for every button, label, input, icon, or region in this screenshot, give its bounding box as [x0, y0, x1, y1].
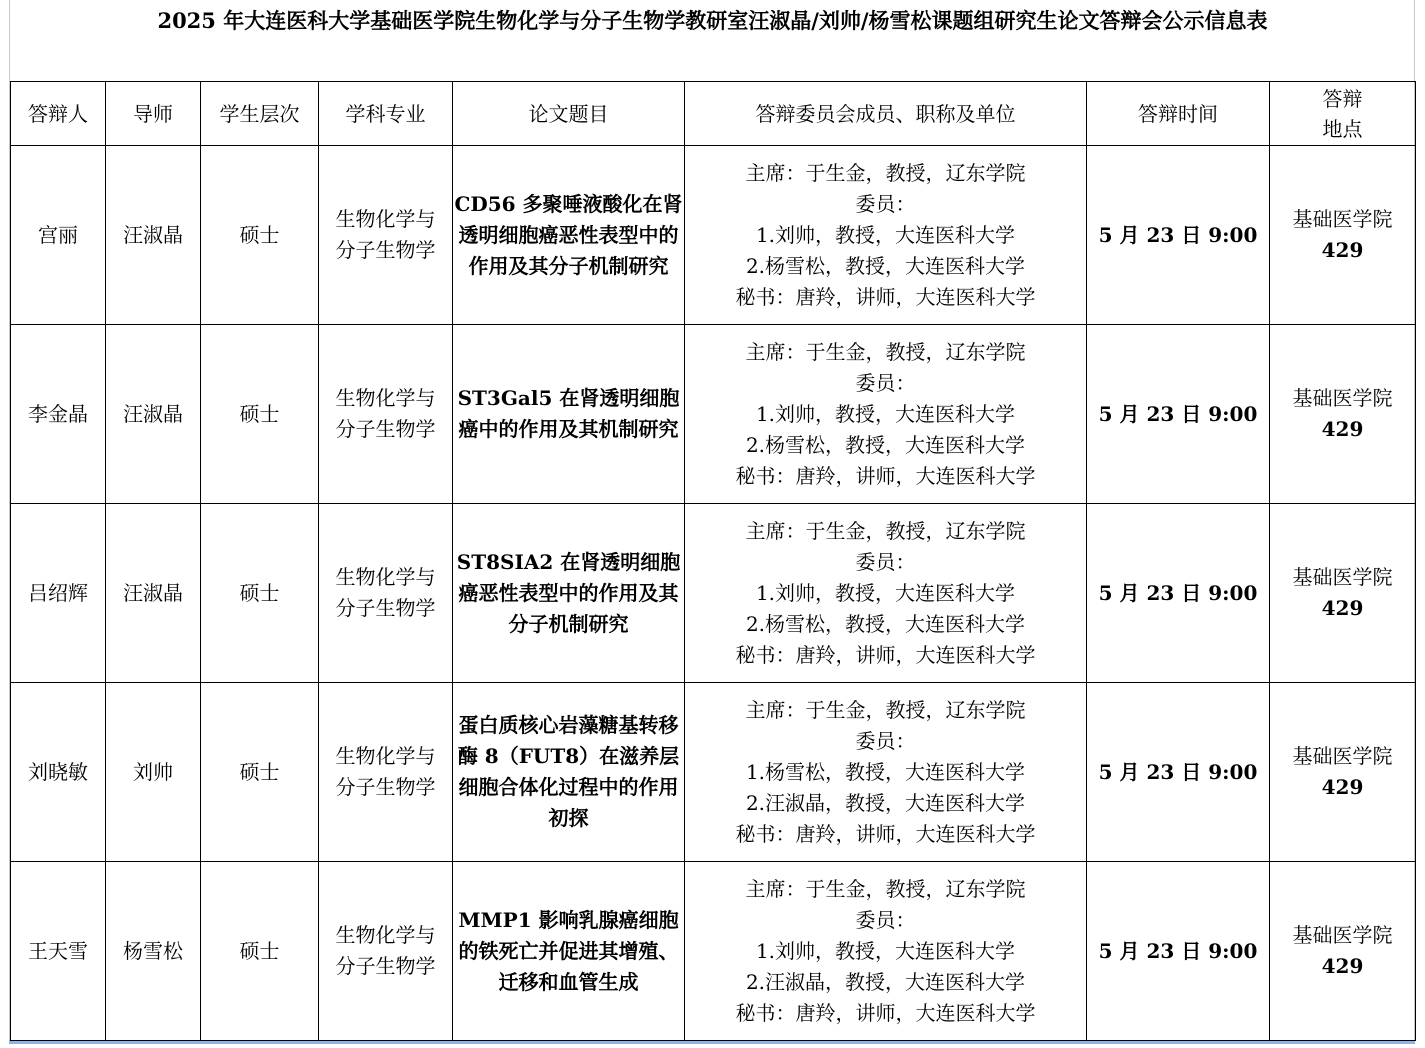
major-cell: 生物化学与分子生物学: [319, 862, 453, 1041]
place-cell: [1270, 504, 1416, 683]
table-row: [11, 683, 1416, 862]
committee-chair: 主席：于生金，教授，辽东学院: [745, 339, 1026, 364]
header-level: 学生层次: [201, 82, 319, 146]
committee-chair: 主席：于生金，教授，辽东学院: [745, 697, 1026, 722]
place-cell: [1270, 683, 1416, 862]
committee-member-1: 1.刘帅，教授，大连医科大学: [755, 938, 1016, 963]
student-cell: 宫丽: [11, 146, 106, 325]
defense-info-table: [10, 81, 1416, 1041]
time-cell: 5 月 23 日 9:00: [1087, 504, 1270, 683]
place-room: 429: [1321, 954, 1364, 978]
time-cell: 5 月 23 日 9:00: [1087, 683, 1270, 862]
committee-chair: 主席：于生金，教授，辽东学院: [745, 518, 1026, 543]
time-cell: 5 月 23 日 9:00: [1087, 325, 1270, 504]
committee-members-label: 委员：: [855, 907, 916, 932]
student-cell: 吕绍辉: [11, 504, 106, 683]
header-topic: 论文题目: [453, 82, 685, 146]
place-room: 429: [1321, 238, 1364, 262]
committee-cell: [685, 146, 1087, 325]
header-row: [11, 82, 1416, 146]
major-cell: 生物化学与分子生物学: [319, 504, 453, 683]
topic-cell: ST3Gal5 在肾透明细胞癌中的作用及其机制研究: [453, 325, 685, 504]
committee-chair: 主席：于生金，教授，辽东学院: [745, 876, 1026, 901]
topic-cell: CD56 多聚唾液酸化在肾透明细胞癌恶性表型中的作用及其分子机制研究: [453, 146, 685, 325]
header-place-line1: 答辩: [1322, 86, 1363, 111]
place-room: 429: [1321, 417, 1364, 441]
committee-secretary: 秘书：唐羚，讲师，大连医科大学: [735, 284, 1036, 309]
place-building: 基础医学院: [1292, 565, 1393, 589]
topic-cell: ST8SIA2 在肾透明细胞癌恶性表型中的作用及其分子机制研究: [453, 504, 685, 683]
committee-members-label: 委员：: [855, 370, 916, 395]
committee-member-1: 1.杨雪松，教授，大连医科大学: [745, 759, 1026, 784]
topic-cell: 蛋白质核心岩藻糖基转移酶 8（FUT8）在滋养层细胞合体化过程中的作用初探: [453, 683, 685, 862]
committee-member-1: 1.刘帅，教授，大连医科大学: [755, 580, 1016, 605]
level-cell: 硕士: [201, 862, 319, 1041]
committee-member-2: 2.杨雪松，教授，大连医科大学: [745, 253, 1026, 278]
committee-member-2: 2.汪淑晶，教授，大连医科大学: [745, 790, 1026, 815]
advisor-cell: 汪淑晶: [106, 325, 201, 504]
committee-cell: [685, 504, 1087, 683]
header-advisor: 导师: [106, 82, 201, 146]
major-cell: 生物化学与分子生物学: [319, 683, 453, 862]
committee-secretary: 秘书：唐羚，讲师，大连医科大学: [735, 821, 1036, 846]
place-building: 基础医学院: [1292, 207, 1393, 231]
advisor-cell: 汪淑晶: [106, 504, 201, 683]
student-cell: 李金晶: [11, 325, 106, 504]
committee-member-2: 2.汪淑晶，教授，大连医科大学: [745, 969, 1026, 994]
time-cell: 5 月 23 日 9:00: [1087, 862, 1270, 1041]
committee-members-label: 委员：: [855, 191, 916, 216]
header-place-line2: 地点: [1322, 116, 1363, 141]
table-row: [11, 862, 1416, 1041]
topic-cell: MMP1 影响乳腺癌细胞的铁死亡并促进其增殖、迁移和血管生成: [453, 862, 685, 1041]
header-time: 答辩时间: [1087, 82, 1270, 146]
place-cell: [1270, 325, 1416, 504]
committee-cell: [685, 862, 1087, 1041]
place-cell: [1270, 862, 1416, 1041]
advisor-cell: 刘帅: [106, 683, 201, 862]
place-building: 基础医学院: [1292, 386, 1393, 410]
advisor-cell: 杨雪松: [106, 862, 201, 1041]
place-building: 基础医学院: [1292, 923, 1393, 947]
committee-secretary: 秘书：唐羚，讲师，大连医科大学: [735, 642, 1036, 667]
major-cell: 生物化学与分子生物学: [319, 325, 453, 504]
place-building: 基础医学院: [1292, 744, 1393, 768]
committee-chair: 主席：于生金，教授，辽东学院: [745, 160, 1026, 185]
student-cell: 王天雪: [11, 862, 106, 1041]
level-cell: 硕士: [201, 325, 319, 504]
header-major: 学科专业: [319, 82, 453, 146]
committee-cell: [685, 683, 1087, 862]
header-committee: 答辩委员会成员、职称及单位: [685, 82, 1087, 146]
time-cell: 5 月 23 日 9:00: [1087, 146, 1270, 325]
committee-member-1: 1.刘帅，教授，大连医科大学: [755, 222, 1016, 247]
document-title: 2025 年大连医科大学基础医学院生物化学与分子生物学教研室汪淑晶/刘帅/杨雪松课题组研究生论文答辩会公示信息表: [157, 8, 1268, 33]
place-room: 429: [1321, 775, 1364, 799]
advisor-cell: 汪淑晶: [106, 146, 201, 325]
committee-members-label: 委员：: [855, 549, 916, 574]
table-row: [11, 325, 1416, 504]
place-cell: [1270, 146, 1416, 325]
committee-secretary: 秘书：唐羚，讲师，大连医科大学: [735, 463, 1036, 488]
header-student: 答辩人: [11, 82, 106, 146]
table-row: [11, 146, 1416, 325]
committee-members-label: 委员：: [855, 728, 916, 753]
committee-secretary: 秘书：唐羚，讲师，大连医科大学: [735, 1000, 1036, 1025]
committee-member-2: 2.杨雪松，教授，大连医科大学: [745, 432, 1026, 457]
level-cell: 硕士: [201, 683, 319, 862]
committee-cell: [685, 325, 1087, 504]
committee-member-2: 2.杨雪松，教授，大连医科大学: [745, 611, 1026, 636]
place-room: 429: [1321, 596, 1364, 620]
level-cell: 硕士: [201, 146, 319, 325]
header-place: [1270, 82, 1416, 146]
table-row: [11, 504, 1416, 683]
level-cell: 硕士: [201, 504, 319, 683]
student-cell: 刘晓敏: [11, 683, 106, 862]
major-cell: 生物化学与分子生物学: [319, 146, 453, 325]
committee-member-1: 1.刘帅，教授，大连医科大学: [755, 401, 1016, 426]
